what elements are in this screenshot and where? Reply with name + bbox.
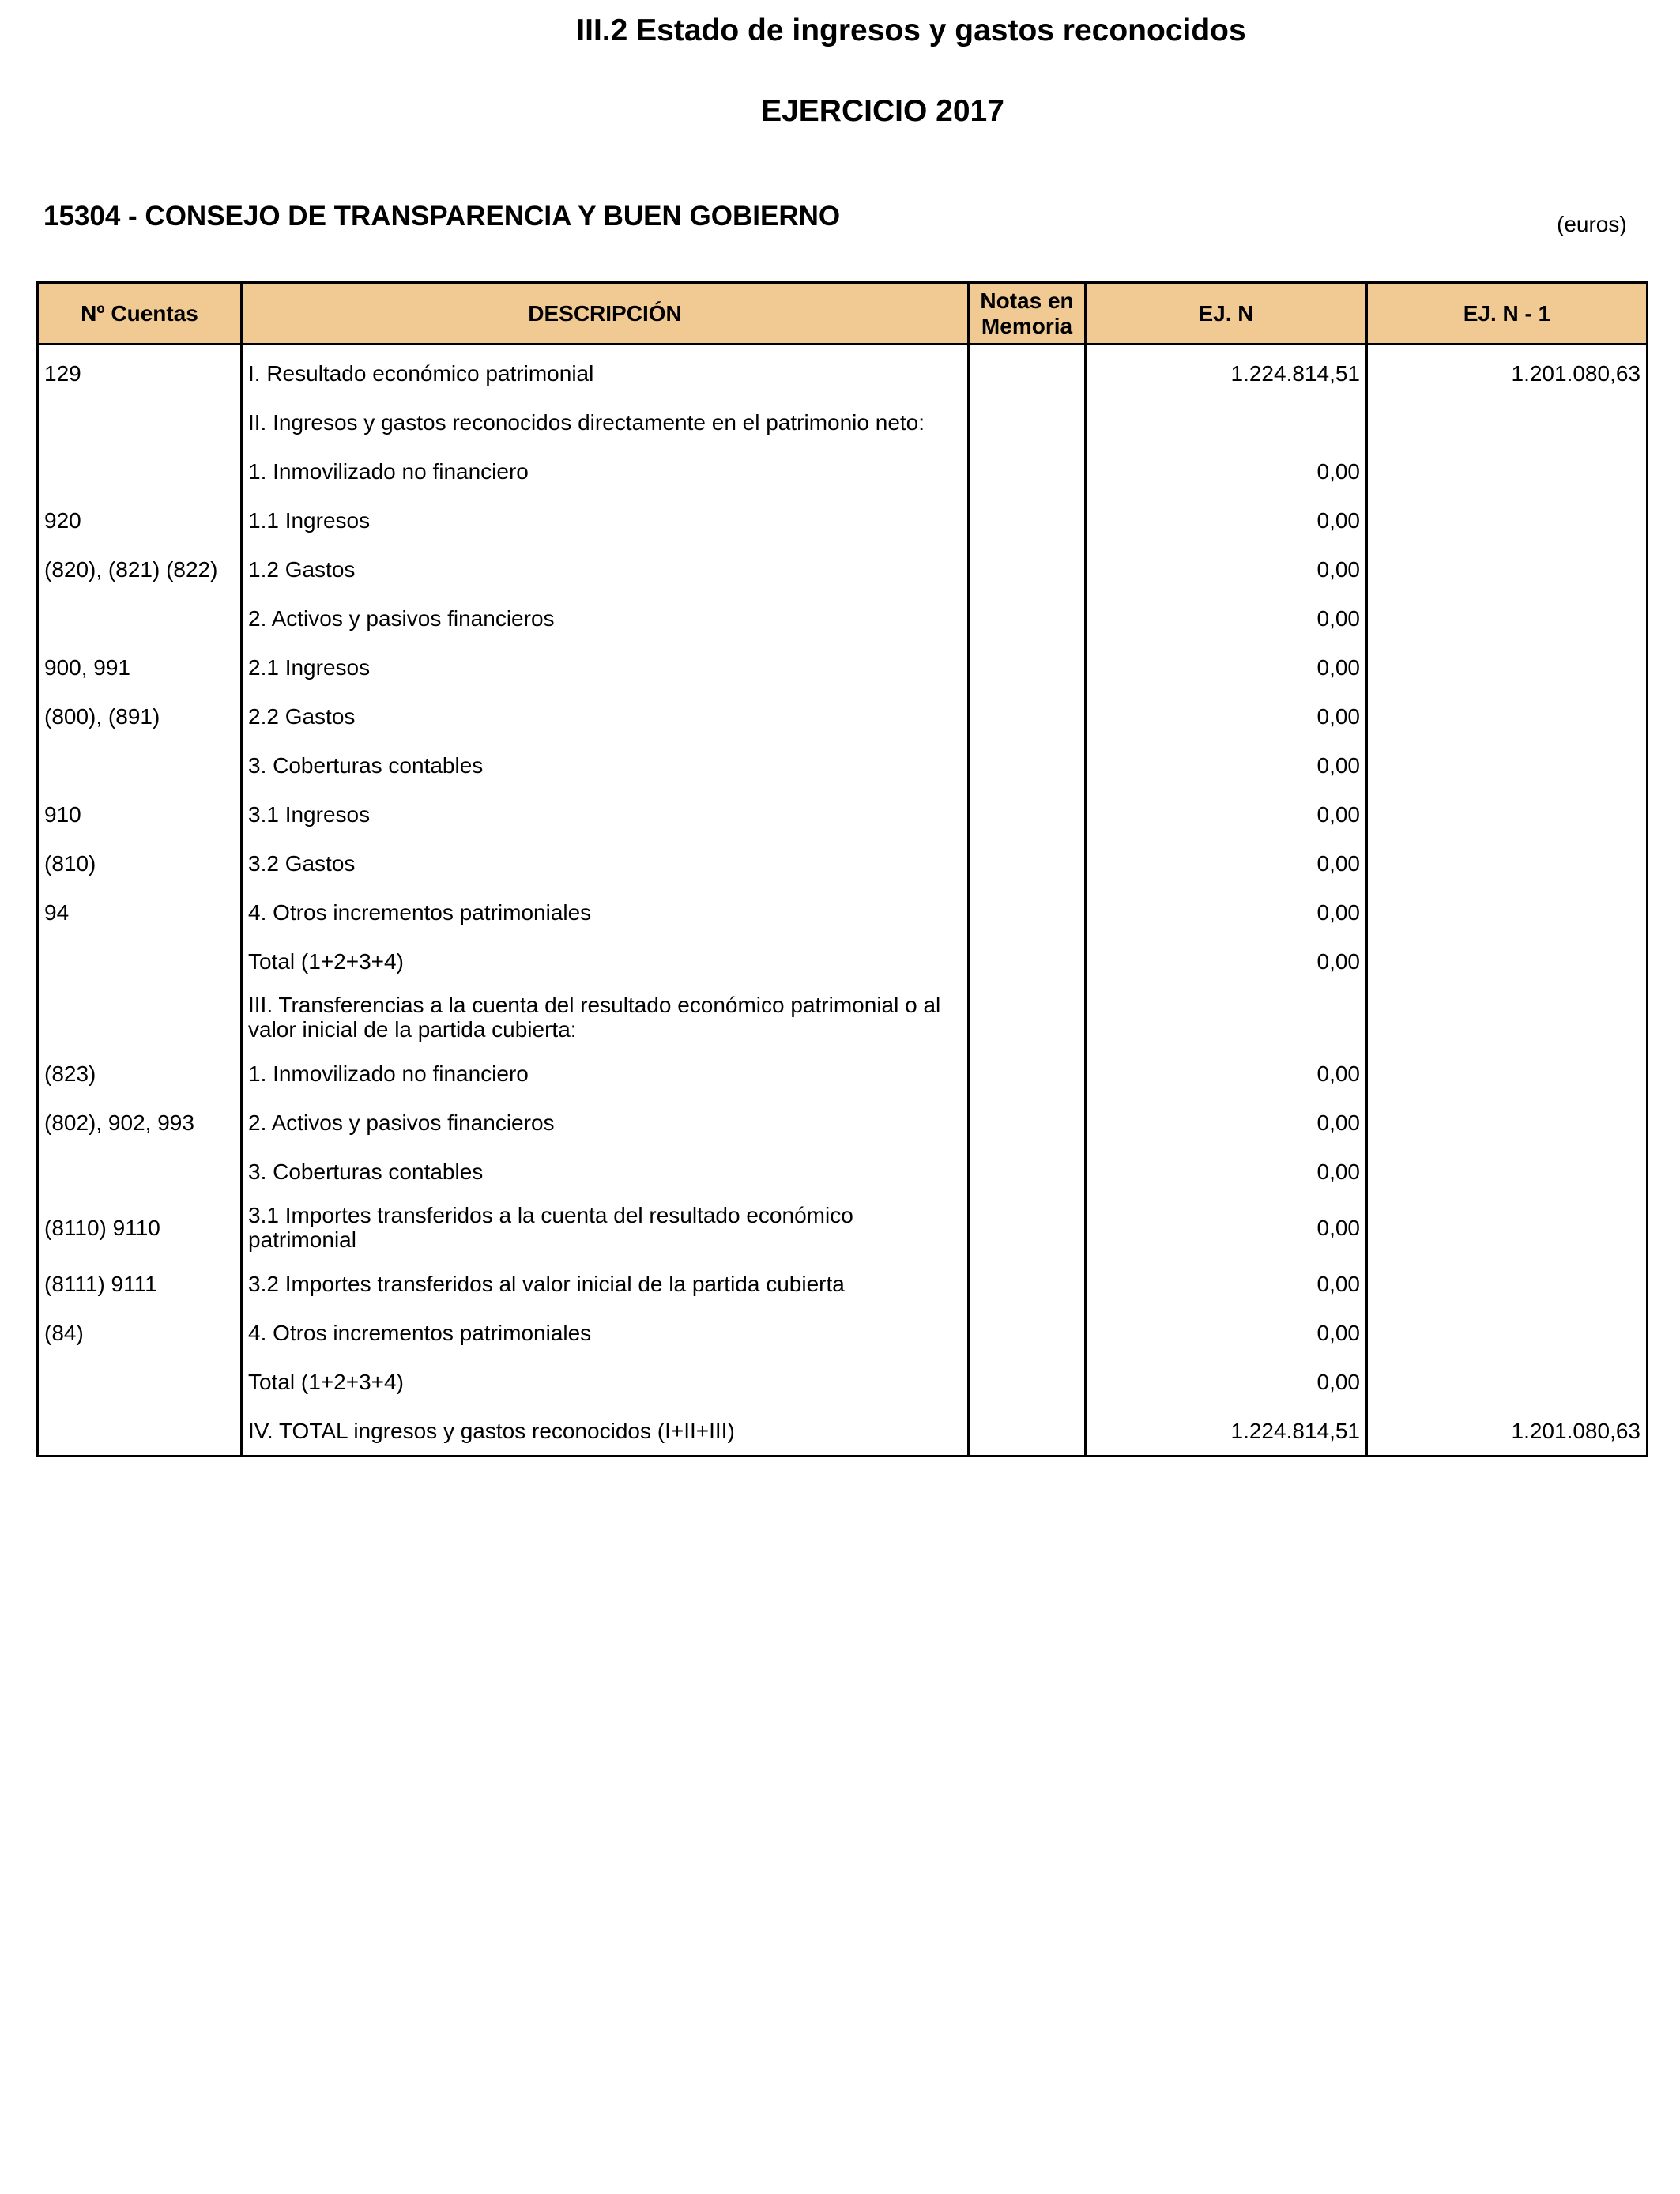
description-cell: 1. Inmovilizado no financiero — [242, 1049, 969, 1098]
table-row — [38, 496, 1648, 545]
year-n-cell: 0,00 — [1086, 1308, 1367, 1357]
income-expense-statement-table — [36, 281, 1648, 1457]
year-n-cell: 0,00 — [1086, 496, 1367, 545]
year-n-cell: 0,00 — [1086, 1147, 1367, 1196]
account-cell: 94 — [38, 888, 242, 937]
header-year-n: EJ. N — [1086, 283, 1367, 345]
notes-cell — [969, 345, 1086, 398]
table-row — [38, 345, 1648, 398]
year-n1-cell — [1367, 888, 1648, 937]
description-cell: 3.1 Ingresos — [242, 790, 969, 839]
table-row — [38, 1406, 1648, 1457]
header-year-n1: EJ. N - 1 — [1367, 283, 1648, 345]
description-cell: 2. Activos y pasivos financieros — [242, 594, 969, 643]
notes-cell — [969, 888, 1086, 937]
table-row — [38, 643, 1648, 692]
year-n-cell: 0,00 — [1086, 594, 1367, 643]
description-cell: Total (1+2+3+4) — [242, 937, 969, 986]
description-cell: 3.2 Importes transferidos al valor inicial de la partida cubierta — [242, 1259, 969, 1308]
year-n-cell: 0,00 — [1086, 839, 1367, 888]
description-cell: 2.1 Ingresos — [242, 643, 969, 692]
notes-cell — [969, 447, 1086, 496]
year-n-cell — [1086, 398, 1367, 447]
description-cell: 3.2 Gastos — [242, 839, 969, 888]
year-n1-cell — [1367, 1196, 1648, 1259]
notes-cell — [969, 1147, 1086, 1196]
account-cell — [38, 1406, 242, 1457]
account-cell — [38, 1357, 242, 1406]
account-cell: (8110) 9110 — [38, 1196, 242, 1259]
year-n1-cell — [1367, 692, 1648, 741]
table-row — [38, 594, 1648, 643]
table-row — [38, 398, 1648, 447]
notes-cell — [969, 398, 1086, 447]
table-row — [38, 986, 1648, 1049]
table-row — [38, 1098, 1648, 1147]
year-n-cell: 0,00 — [1086, 1098, 1367, 1147]
account-cell: (820), (821) (822) — [38, 545, 242, 594]
description-cell: II. Ingresos y gastos reconocidos directamente en el patrimonio neto: — [242, 398, 969, 447]
year-n-cell: 0,00 — [1086, 888, 1367, 937]
table-row — [38, 1357, 1648, 1406]
account-cell — [38, 398, 242, 447]
description-cell: 1.1 Ingresos — [242, 496, 969, 545]
account-cell — [38, 986, 242, 1049]
header-notes-line1: Notas en — [980, 288, 1074, 313]
account-cell: (84) — [38, 1308, 242, 1357]
description-cell: 1.2 Gastos — [242, 545, 969, 594]
notes-cell — [969, 1308, 1086, 1357]
year-n-cell — [1086, 986, 1367, 1049]
table-row — [38, 692, 1648, 741]
year-n1-cell — [1367, 1098, 1648, 1147]
table-row — [38, 937, 1648, 986]
header-notes — [969, 283, 1086, 345]
year-n-cell: 0,00 — [1086, 545, 1367, 594]
notes-cell — [969, 1049, 1086, 1098]
account-cell: 900, 991 — [38, 643, 242, 692]
year-n-cell: 0,00 — [1086, 643, 1367, 692]
fiscal-year-title: EJERCICIO 2017 — [761, 94, 1004, 128]
notes-cell — [969, 545, 1086, 594]
account-cell: (800), (891) — [38, 692, 242, 741]
header-description: DESCRIPCIÓN — [242, 283, 969, 345]
description-cell: 3. Coberturas contables — [242, 1147, 969, 1196]
notes-cell — [969, 986, 1086, 1049]
year-n1-cell — [1367, 496, 1648, 545]
description-cell: Total (1+2+3+4) — [242, 1357, 969, 1406]
table-row — [38, 1049, 1648, 1098]
year-n1-cell — [1367, 937, 1648, 986]
year-n-cell: 0,00 — [1086, 741, 1367, 790]
year-n-cell: 1.224.814,51 — [1086, 1406, 1367, 1457]
year-n1-cell — [1367, 986, 1648, 1049]
year-n1-cell — [1367, 1147, 1648, 1196]
account-cell: (810) — [38, 839, 242, 888]
account-cell — [38, 447, 242, 496]
year-n-cell: 0,00 — [1086, 1259, 1367, 1308]
notes-cell — [969, 839, 1086, 888]
notes-cell — [969, 790, 1086, 839]
year-n1-cell — [1367, 1049, 1648, 1098]
table-row — [38, 545, 1648, 594]
description-cell: III. Transferencias a la cuenta del resultado económico patrimonial o al valor inicial de la partida cubierta: — [242, 986, 969, 1049]
year-n1-cell — [1367, 839, 1648, 888]
table-row — [38, 790, 1648, 839]
year-n-cell: 0,00 — [1086, 937, 1367, 986]
year-n1-cell — [1367, 790, 1648, 839]
year-n-cell: 0,00 — [1086, 1049, 1367, 1098]
year-n1-cell: 1.201.080,63 — [1367, 1406, 1648, 1457]
table-row — [38, 888, 1648, 937]
year-n-cell: 0,00 — [1086, 1196, 1367, 1259]
year-n-cell: 0,00 — [1086, 1357, 1367, 1406]
description-cell: 3. Coberturas contables — [242, 741, 969, 790]
account-cell: (823) — [38, 1049, 242, 1098]
table-row — [38, 1147, 1648, 1196]
header-notes-line2: Memoria — [981, 313, 1073, 338]
year-n1-cell — [1367, 594, 1648, 643]
table-row — [38, 839, 1648, 888]
notes-cell — [969, 594, 1086, 643]
year-n1-cell — [1367, 1357, 1648, 1406]
table-row — [38, 1196, 1648, 1259]
notes-cell — [969, 1098, 1086, 1147]
year-n-cell: 0,00 — [1086, 692, 1367, 741]
year-n1-cell — [1367, 398, 1648, 447]
account-cell: 920 — [38, 496, 242, 545]
account-cell — [38, 594, 242, 643]
notes-cell — [969, 692, 1086, 741]
table-header-row — [38, 283, 1648, 345]
year-n1-cell — [1367, 1259, 1648, 1308]
year-n-cell: 1.224.814,51 — [1086, 345, 1367, 398]
account-cell: (802), 902, 993 — [38, 1098, 242, 1147]
notes-cell — [969, 1196, 1086, 1259]
notes-cell — [969, 1259, 1086, 1308]
year-n-cell: 0,00 — [1086, 447, 1367, 496]
description-cell: 2. Activos y pasivos financieros — [242, 1098, 969, 1147]
year-n1-cell: 1.201.080,63 — [1367, 345, 1648, 398]
year-n1-cell — [1367, 741, 1648, 790]
year-n1-cell — [1367, 1308, 1648, 1357]
notes-cell — [969, 643, 1086, 692]
header-accounts: Nº Cuentas — [38, 283, 242, 345]
account-cell: (8111) 9111 — [38, 1259, 242, 1308]
description-cell: IV. TOTAL ingresos y gastos reconocidos (I+II+III) — [242, 1406, 969, 1457]
notes-cell — [969, 1357, 1086, 1406]
description-cell: I. Resultado económico patrimonial — [242, 345, 969, 398]
year-n1-cell — [1367, 643, 1648, 692]
notes-cell — [969, 496, 1086, 545]
account-cell — [38, 937, 242, 986]
entity-title: 15304 - CONSEJO DE TRANSPARENCIA Y BUEN GOBIERNO — [43, 201, 841, 232]
table-row — [38, 1308, 1648, 1357]
description-cell: 3.1 Importes transferidos a la cuenta del resultado económico patrimonial — [242, 1196, 969, 1259]
description-cell: 2.2 Gastos — [242, 692, 969, 741]
account-cell — [38, 741, 242, 790]
year-n-cell: 0,00 — [1086, 790, 1367, 839]
page-title: III.2 Estado de ingresos y gastos reconocidos — [576, 13, 1246, 47]
notes-cell — [969, 741, 1086, 790]
notes-cell — [969, 937, 1086, 986]
description-cell: 1. Inmovilizado no financiero — [242, 447, 969, 496]
table-row — [38, 741, 1648, 790]
currency-units: (euros) — [1557, 212, 1627, 236]
description-cell: 4. Otros incrementos patrimoniales — [242, 888, 969, 937]
table-row — [38, 1259, 1648, 1308]
account-cell — [38, 1147, 242, 1196]
year-n1-cell — [1367, 447, 1648, 496]
notes-cell — [969, 1406, 1086, 1457]
table-row — [38, 447, 1648, 496]
account-cell: 910 — [38, 790, 242, 839]
description-cell: 4. Otros incrementos patrimoniales — [242, 1308, 969, 1357]
year-n1-cell — [1367, 545, 1648, 594]
account-cell: 129 — [38, 345, 242, 398]
